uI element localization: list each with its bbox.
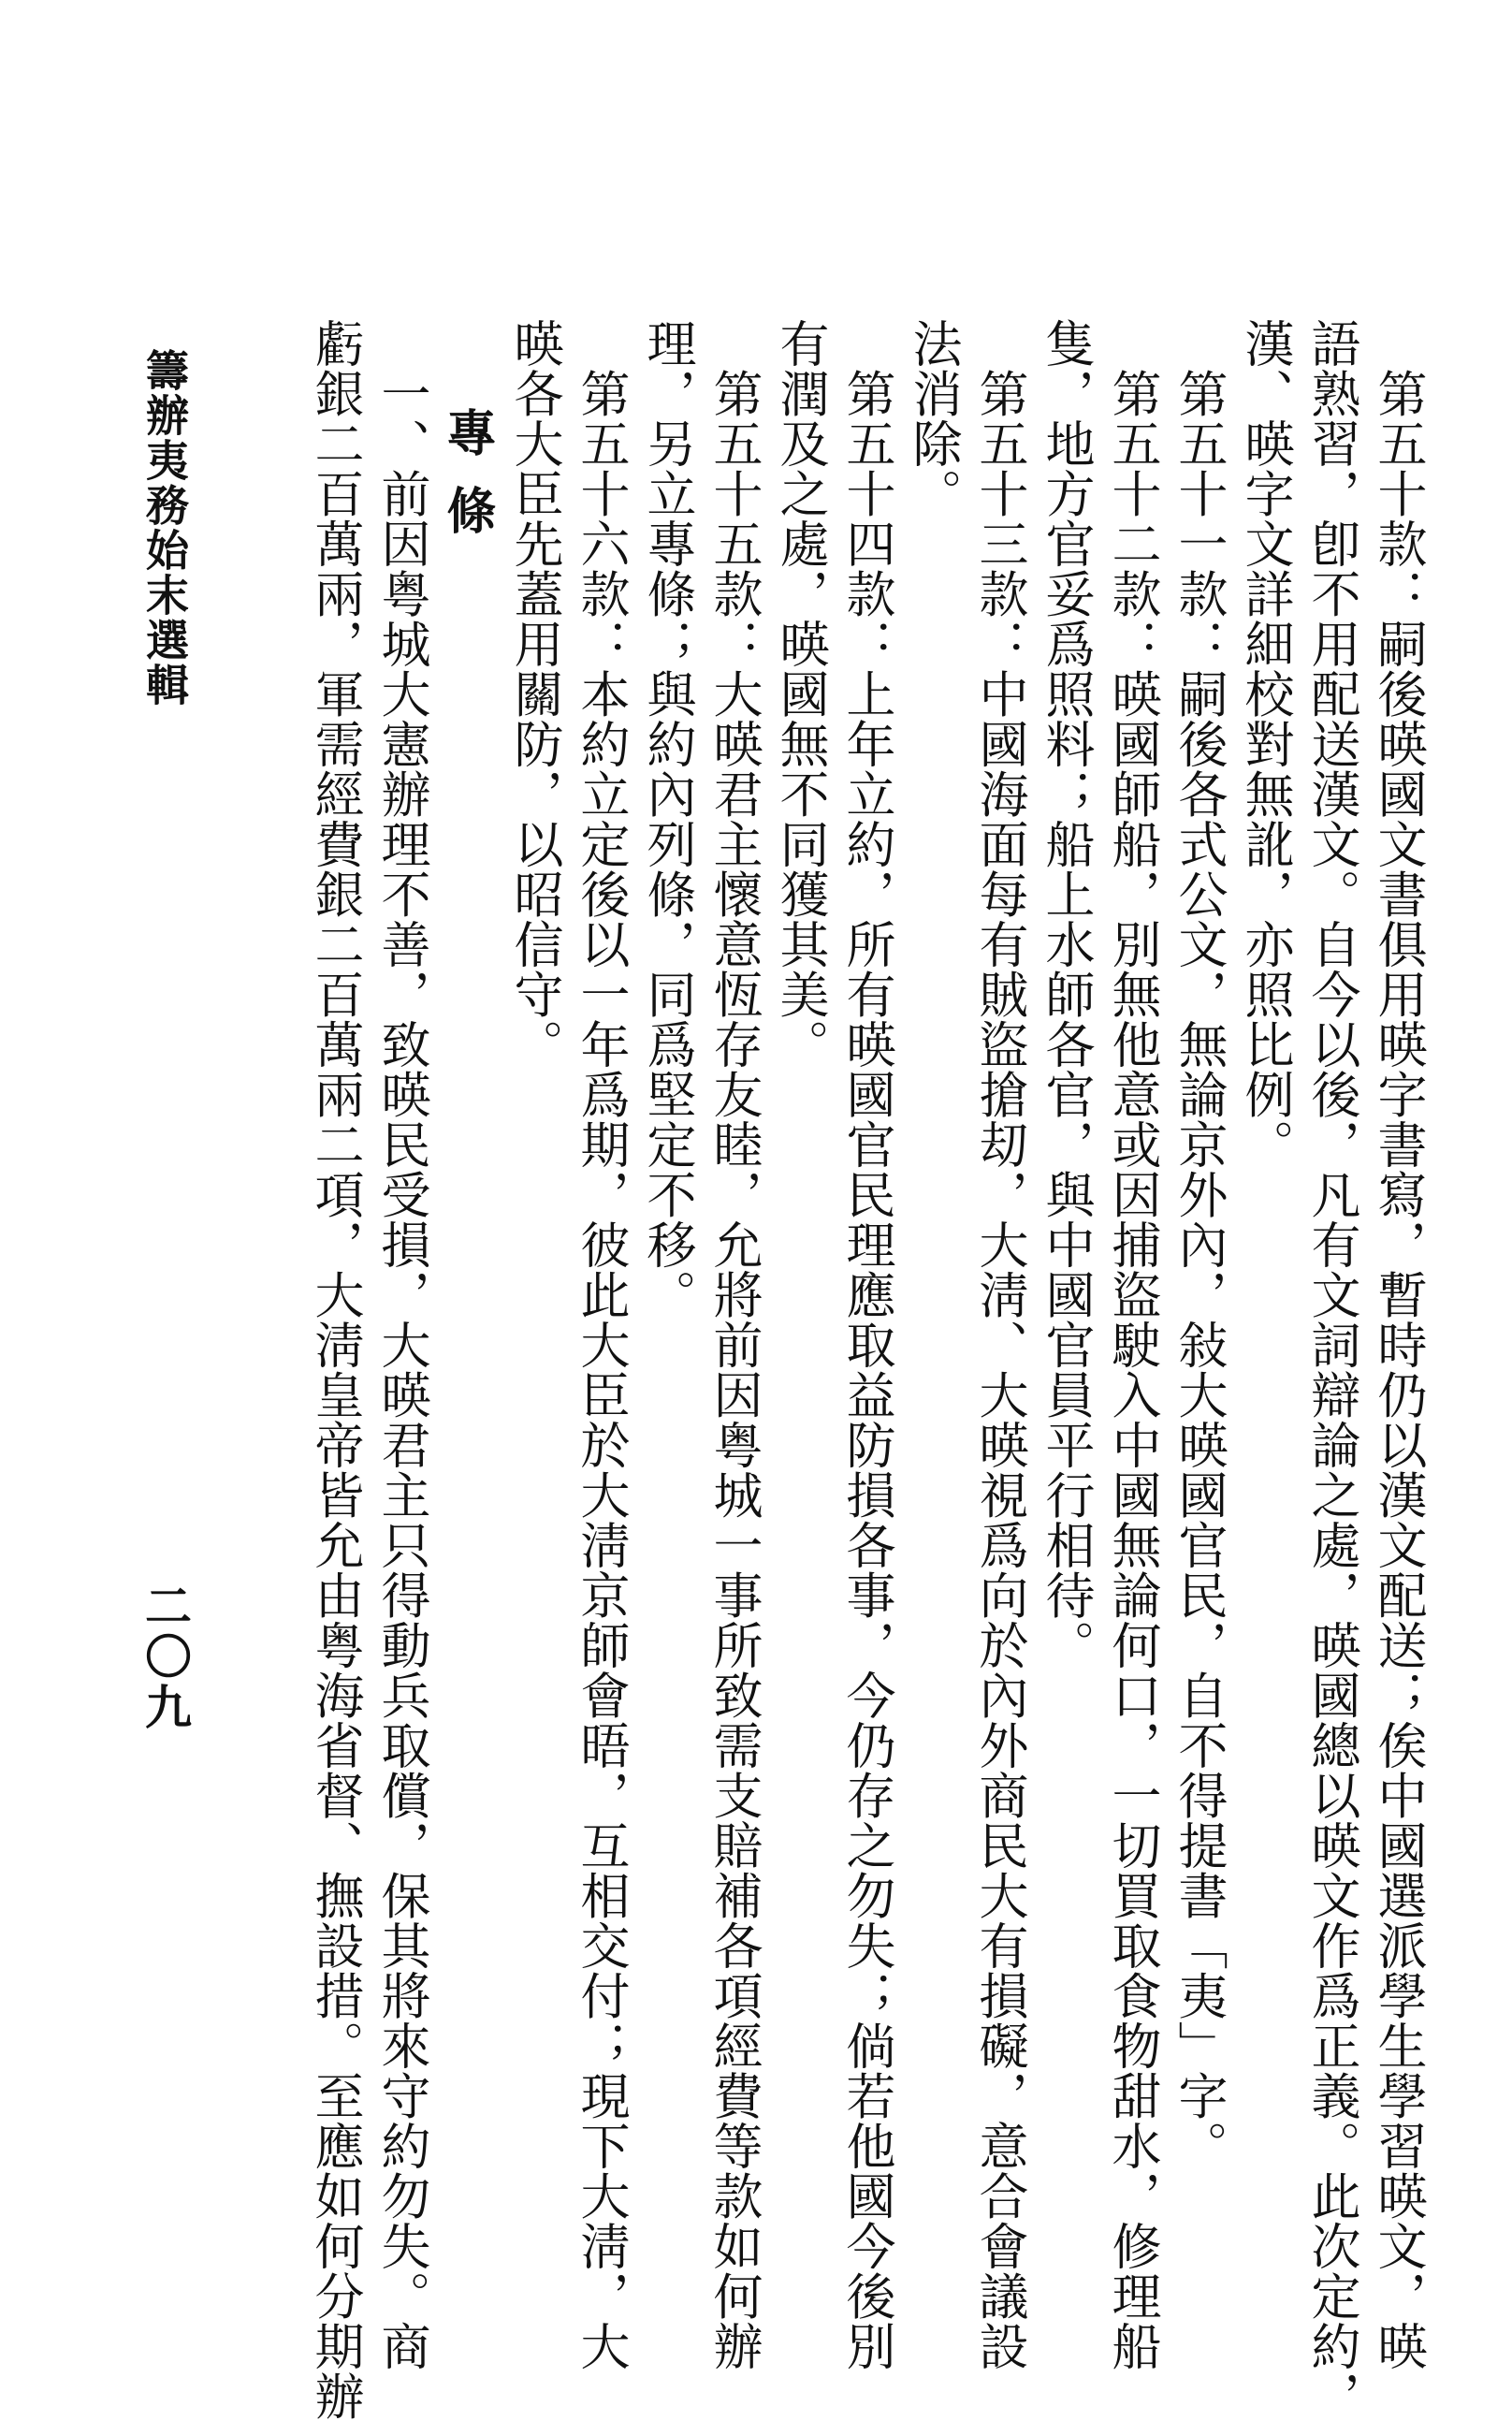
text-column-11: 第五十五款：大暎君主懷意恆存友睦，允將前因粤城一事所致需支賠補各項經費等款如何辦	[705, 318, 763, 2371]
text-column-3: 漢、暎字文詳細校對無訛，亦照比例。	[1237, 318, 1294, 1170]
text-column-7: 第五十三款：中國海面每有賊盜搶刧，大淸、大暎視爲向於內外商民大有損礙，意合會議設	[971, 318, 1028, 2371]
text-column-16: 一、前因粤城大憲辦理不善，致暎民受損，大暎君主只得動兵取償，保其將來守約勿失。商	[373, 318, 430, 2371]
text-column-4: 第五十一款：嗣後各式公文，無論京外內，敍大暎國官民，自不得提書「夷」字。	[1170, 318, 1228, 2171]
section-heading: 專條	[439, 407, 497, 562]
text-column-6: 隻，地方官妥爲照料；船上水師各官，與中國官員平行相待。	[1038, 318, 1095, 1670]
text-column-8: 法消除。	[905, 318, 962, 518]
text-column-1: 第五十款：嗣後暎國文書俱用暎字書寫，暫時仍以漢文配送；俟中國選派學生學習暎文，暎	[1370, 318, 1427, 2371]
text-column-9: 第五十四款：上年立約，所有暎國官民理應取益防損各事，今仍存之勿失；倘若他國今後別	[838, 318, 895, 2371]
page-number: 二〇九	[138, 1582, 193, 1733]
text-column-14: 暎各大臣先蓋用關防，以昭信守。	[506, 318, 563, 1070]
text-column-5: 第五十二款：暎國師船，別無他意或因捕盜駛入中國無論何口，一切買取食物甜水，修理船	[1104, 318, 1161, 2371]
text-column-12: 理，另立專條；與約內列條，同爲堅定不移。	[639, 318, 696, 1320]
text-column-13: 第五十六款：本約立定後以一年爲期，彼此大臣於大淸京師會晤，互相交付；現下大淸，大	[573, 318, 630, 2371]
running-head: 籌辦夷務始末選輯	[139, 348, 190, 707]
text-column-10: 有潤及之處，暎國無不同獲其美。	[772, 318, 829, 1070]
text-column-2: 語熟習，卽不用配送漢文。自今以後，凡有文詞辯論之處，暎國總以暎文作爲正義。此次定約，	[1303, 318, 1360, 2421]
text-column-17: 虧銀二百萬兩，軍需經費銀二百萬兩二項，大淸皇帝皆允由粤海省督、撫設措。至應如何分期辦	[307, 318, 364, 2421]
